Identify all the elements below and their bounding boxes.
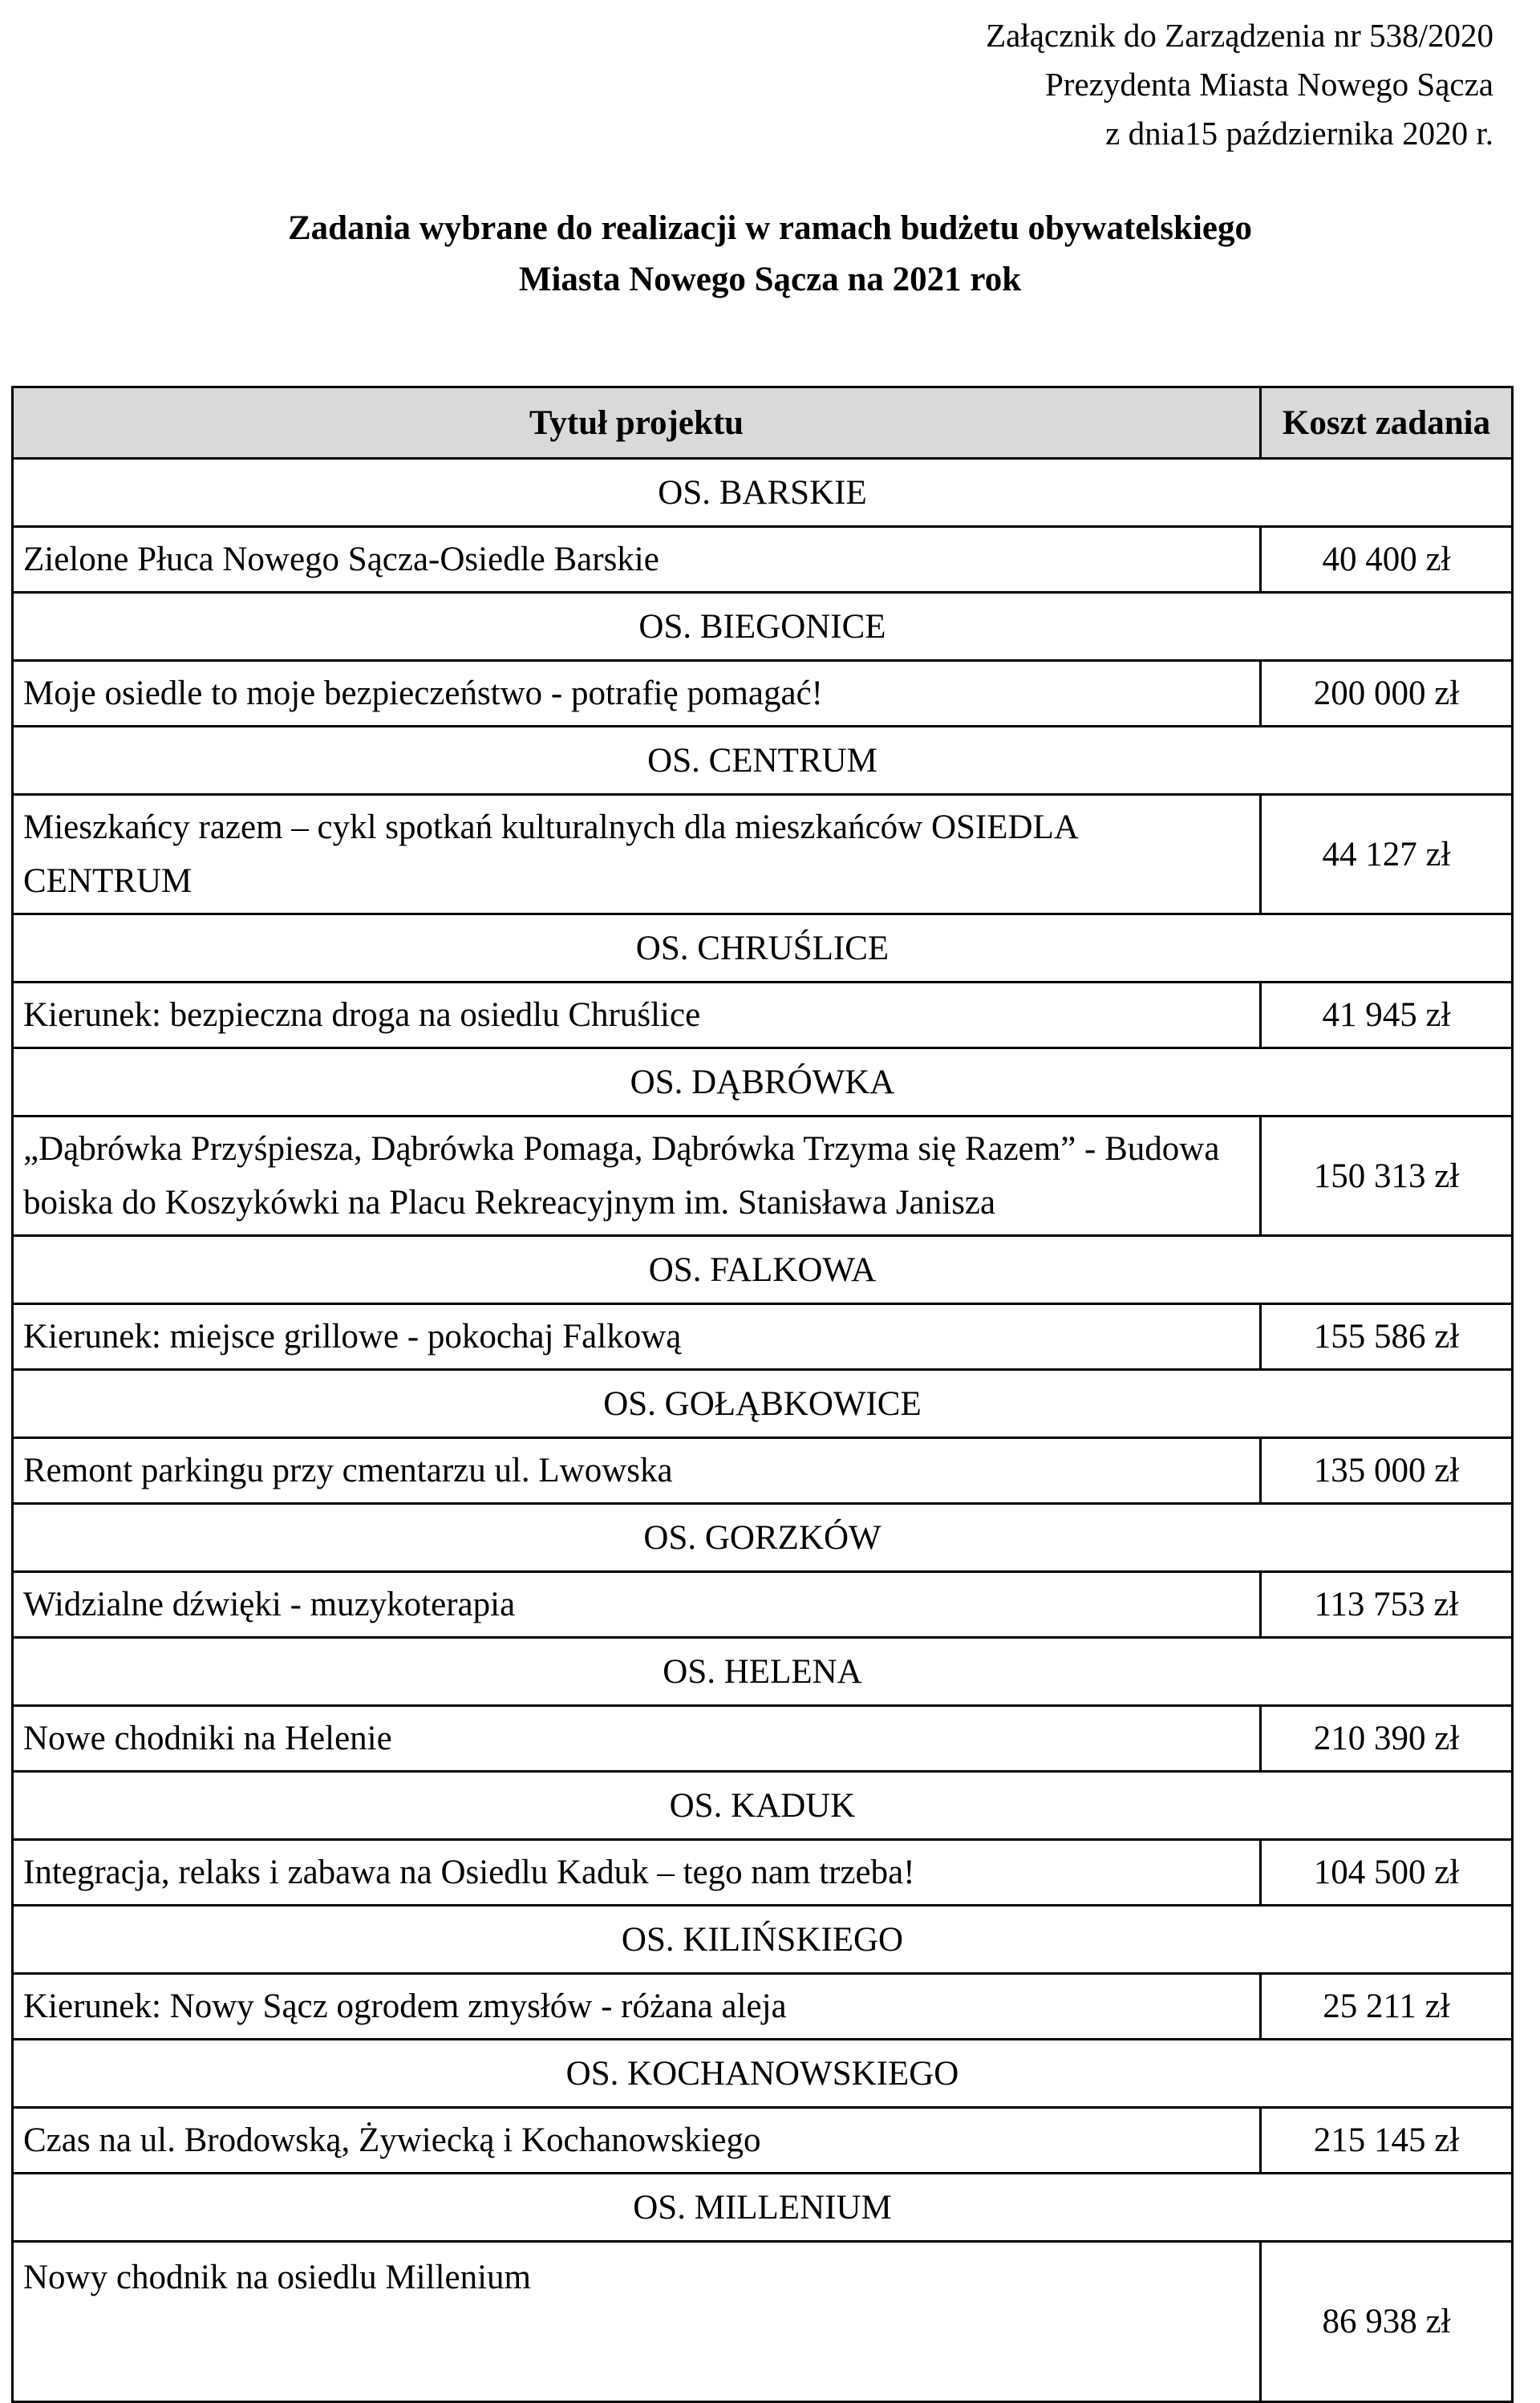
section-row: [13, 1772, 1513, 1840]
project-row: [13, 1706, 1513, 1772]
project-cost: 135 000 zł: [1261, 1438, 1513, 1504]
project-title: Zielone Płuca Nowego Sącza-Osiedle Barskie: [13, 527, 1261, 593]
project-title: Kierunek: miejsce grillowe - pokochaj Falkową: [13, 1304, 1261, 1370]
column-header-task-cost: Koszt zadania: [1261, 387, 1513, 459]
section-header: OS. KILIŃSKIEGO: [13, 1906, 1513, 1974]
project-row: [13, 1116, 1513, 1236]
project-row: [13, 527, 1513, 593]
project-title: „Dąbrówka Przyśpiesza, Dąbrówka Pomaga, Dąbrówka Trzyma się Razem” - Budowa boiska do Koszykówki na Placu Rekreacyjnym im. Stanisława Janisza: [13, 1116, 1261, 1236]
project-row: [13, 1572, 1513, 1638]
section-row: [13, 2040, 1513, 2108]
section-row: [13, 914, 1513, 983]
projects-table: [11, 386, 1514, 2403]
section-header: OS. CENTRUM: [13, 727, 1513, 795]
project-title: Widzialne dźwięki - muzykoterapia: [13, 1572, 1261, 1638]
attachment-line: z dnia15 października 2020 r.: [1105, 115, 1493, 152]
attachment-line: Prezydenta Miasta Nowego Sącza: [1045, 66, 1493, 103]
project-cost: 86 938 zł: [1261, 2242, 1513, 2402]
section-row: [13, 459, 1513, 527]
project-row: [13, 1974, 1513, 2040]
project-row: [13, 983, 1513, 1048]
project-cost: 150 313 zł: [1261, 1116, 1513, 1236]
project-cost: 113 753 zł: [1261, 1572, 1513, 1638]
column-header-project-title: Tytuł projektu: [13, 387, 1261, 459]
project-title: Czas na ul. Brodowską, Żywiecką i Kochanowskiego: [13, 2108, 1261, 2174]
project-title: Mieszkańcy razem – cykl spotkań kulturalnych dla mieszkańców OSIEDLA CENTRUM: [13, 795, 1261, 914]
project-cost: 44 127 zł: [1261, 795, 1513, 914]
section-header: OS. KOCHANOWSKIEGO: [13, 2040, 1513, 2108]
section-row: [13, 1236, 1513, 1304]
project-cost: 200 000 zł: [1261, 661, 1513, 727]
project-title: Kierunek: Nowy Sącz ogrodem zmysłów - różana aleja: [13, 1974, 1261, 2040]
project-row: [13, 795, 1513, 914]
project-row: [13, 1304, 1513, 1370]
section-row: [13, 1048, 1513, 1116]
section-header: OS. KADUK: [13, 1772, 1513, 1840]
table-header-row: [13, 387, 1513, 459]
project-title: Moje osiedle to moje bezpieczeństwo - potrafię pomagać!: [13, 661, 1261, 727]
section-row: [13, 1370, 1513, 1438]
project-cost: 40 400 zł: [1261, 527, 1513, 593]
attachment-note: [0, 0, 1540, 158]
section-header: OS. BIEGONICE: [13, 593, 1513, 661]
section-row: [13, 1638, 1513, 1706]
project-title: Kierunek: bezpieczna droga na osiedlu Chruślice: [13, 983, 1261, 1048]
section-row: [13, 2174, 1513, 2242]
section-header: OS. FALKOWA: [13, 1236, 1513, 1304]
attachment-line: Załącznik do Zarządzenia nr 538/2020: [986, 17, 1493, 54]
document-title-line: Zadania wybrane do realizacji w ramach budżetu obywatelskiego: [287, 209, 1252, 247]
section-row: [13, 1906, 1513, 1974]
section-header: OS. DĄBRÓWKA: [13, 1048, 1513, 1116]
project-cost: 155 586 zł: [1261, 1304, 1513, 1370]
document-title-line: Miasta Nowego Sącza na 2021 rok: [518, 261, 1022, 298]
project-row: [13, 2108, 1513, 2174]
section-header: OS. CHRUŚLICE: [13, 914, 1513, 983]
section-row: [13, 593, 1513, 661]
section-header: OS. GOŁĄBKOWICE: [13, 1370, 1513, 1438]
project-row: [13, 2242, 1513, 2402]
project-title: Nowy chodnik na osiedlu Millenium: [13, 2242, 1261, 2402]
section-header: OS. MILLENIUM: [13, 2174, 1513, 2242]
project-cost: 25 211 zł: [1261, 1974, 1513, 2040]
project-title: Nowe chodniki na Helenie: [13, 1706, 1261, 1772]
project-row: [13, 1840, 1513, 1906]
section-row: [13, 1504, 1513, 1572]
section-header: OS. BARSKIE: [13, 459, 1513, 527]
project-row: [13, 661, 1513, 727]
project-cost: 215 145 zł: [1261, 2108, 1513, 2174]
project-cost: 41 945 zł: [1261, 983, 1513, 1048]
document-title: [0, 203, 1540, 306]
section-header: OS. HELENA: [13, 1638, 1513, 1706]
project-cost: 210 390 zł: [1261, 1706, 1513, 1772]
project-row: [13, 1438, 1513, 1504]
project-cost: 104 500 zł: [1261, 1840, 1513, 1906]
section-row: [13, 727, 1513, 795]
project-title: Remont parkingu przy cmentarzu ul. Lwowska: [13, 1438, 1261, 1504]
section-header: OS. GORZKÓW: [13, 1504, 1513, 1572]
project-title: Integracja, relaks i zabawa na Osiedlu Kaduk – tego nam trzeba!: [13, 1840, 1261, 1906]
